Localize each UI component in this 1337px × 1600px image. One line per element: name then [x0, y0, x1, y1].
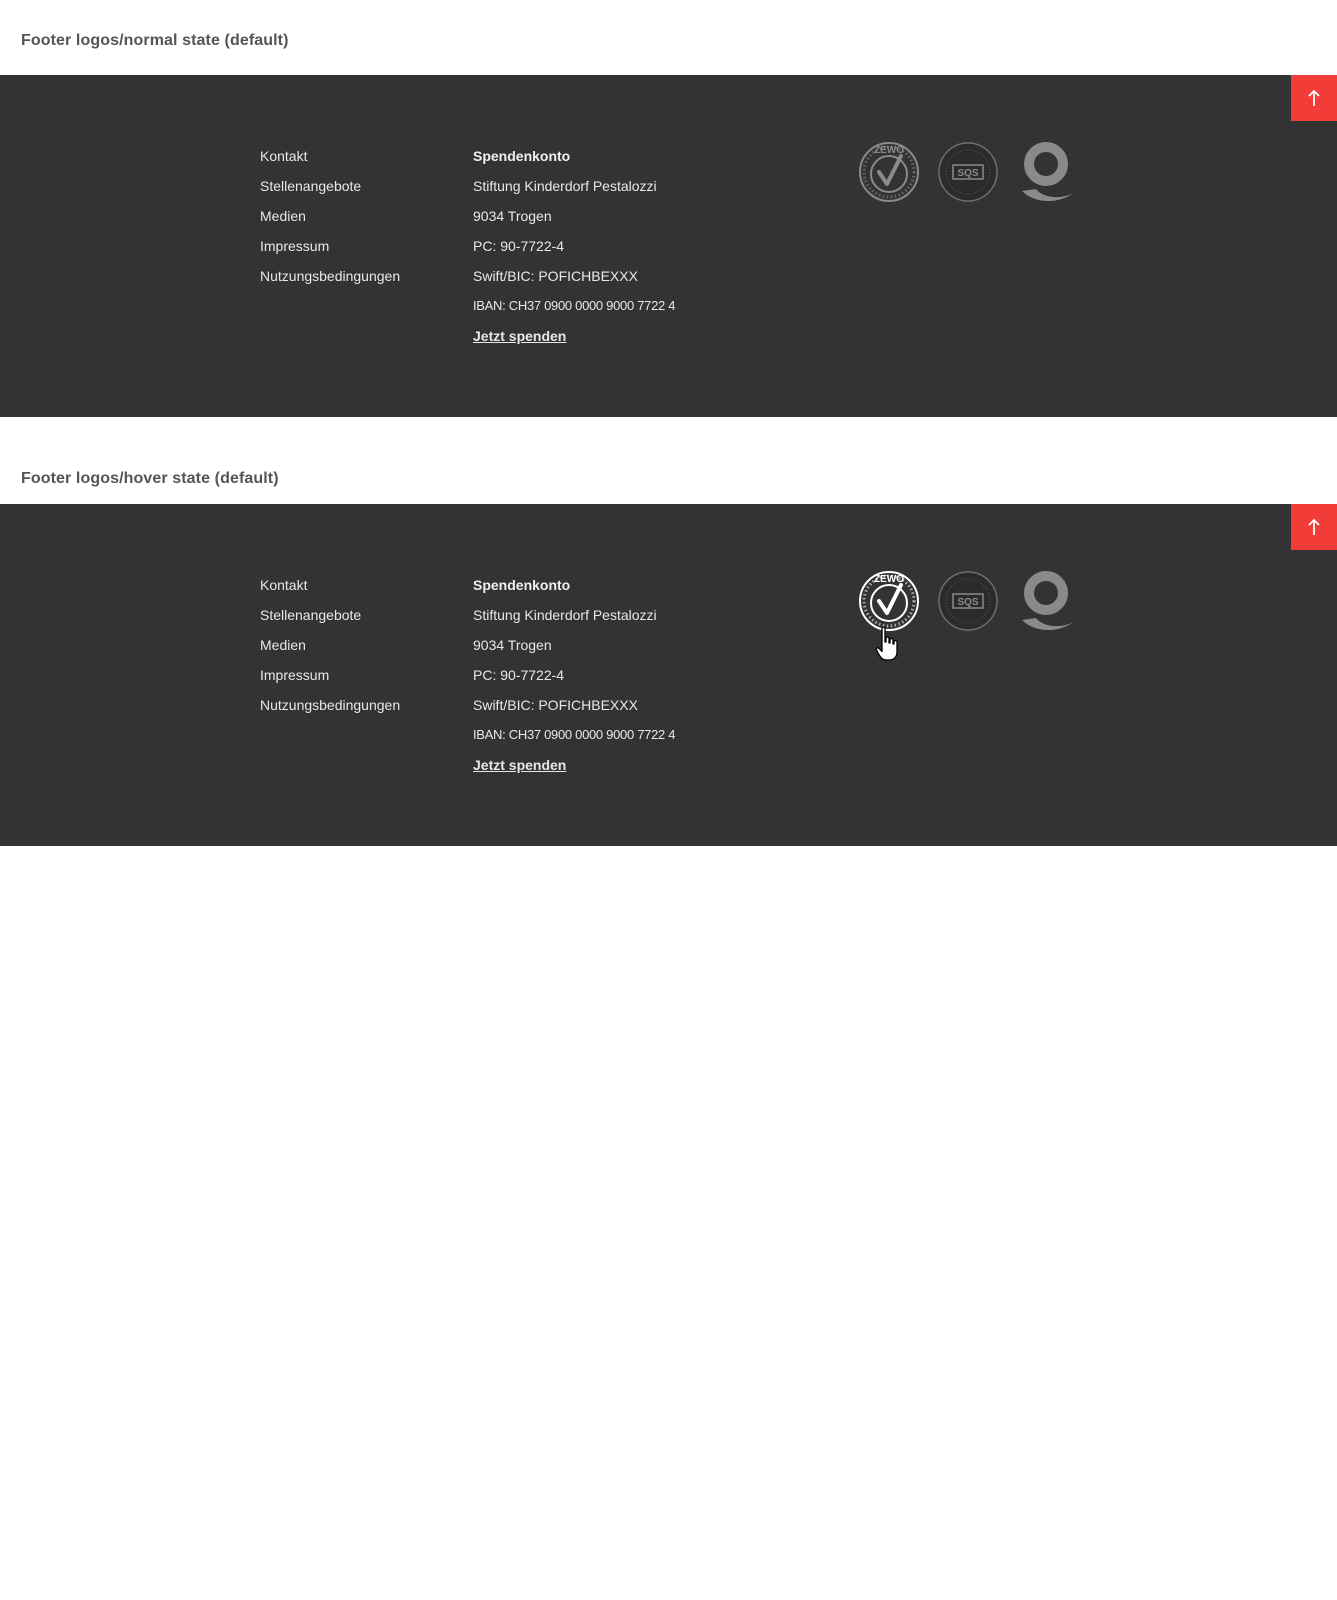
svg-text:ZEWO: ZEWO: [874, 574, 904, 585]
account-name: Stiftung Kinderdorf Pestalozzi: [473, 607, 657, 623]
scroll-to-top-button[interactable]: [1291, 75, 1337, 121]
footer-link-nutzungsbedingungen[interactable]: Nutzungsbedingungen: [260, 697, 401, 713]
q-label-logo[interactable]: [1016, 141, 1076, 205]
account-iban: IBAN: CH37 0900 0000 9000 7722 4: [473, 298, 676, 313]
certification-logos: [858, 141, 1078, 205]
account-swift: Swift/BIC: POFICHBEXXX: [473, 268, 638, 284]
q-label-logo[interactable]: [1016, 570, 1076, 634]
footer-link-stellenangebote[interactable]: Stellenangebote: [260, 607, 362, 623]
footer-link-medien[interactable]: Medien: [260, 208, 306, 224]
certification-logos: [858, 570, 1078, 634]
account-swift: Swift/BIC: POFICHBEXXX: [473, 697, 638, 713]
sqs-logo[interactable]: [937, 141, 999, 203]
zewo-logo-hover[interactable]: [858, 570, 920, 632]
account-iban: IBAN: CH37 0900 0000 9000 7722 4: [473, 727, 676, 742]
footer-link-nutzungsbedingungen[interactable]: Nutzungsbedingungen: [260, 268, 401, 284]
donate-link[interactable]: Jetzt spenden: [473, 328, 567, 344]
account-name: Stiftung Kinderdorf Pestalozzi: [473, 178, 657, 194]
footer-links: [260, 570, 400, 720]
footer-link-stellenangebote[interactable]: Stellenangebote: [260, 178, 362, 194]
account-city: 9034 Trogen: [473, 637, 552, 653]
donation-account: [473, 570, 675, 780]
footer-normal: [0, 75, 1337, 417]
footer-link-kontakt[interactable]: Kontakt: [260, 577, 308, 593]
account-pc: PC: 90-7722-4: [473, 238, 565, 254]
account-heading: Spendenkonto: [473, 577, 571, 593]
footer-link-kontakt[interactable]: Kontakt: [260, 148, 308, 164]
svg-text:ZEWO: ZEWO: [874, 145, 904, 156]
arrow-up-icon: [1307, 89, 1321, 107]
footer-links: [260, 141, 400, 291]
arrow-up-icon: [1307, 518, 1321, 536]
footer-link-medien[interactable]: Medien: [260, 637, 306, 653]
svg-text:SQS: SQS: [957, 168, 979, 179]
svg-text:SQS: SQS: [957, 597, 979, 608]
section-title-normal: Footer logos/normal state (default): [21, 32, 289, 49]
sqs-logo[interactable]: [937, 570, 999, 632]
account-city: 9034 Trogen: [473, 208, 552, 224]
footer-hover: [0, 504, 1337, 846]
donate-link[interactable]: Jetzt spenden: [473, 757, 567, 773]
section-title-hover: Footer logos/hover state (default): [21, 470, 279, 487]
donation-account: [473, 141, 675, 351]
footer-link-impressum[interactable]: Impressum: [260, 667, 330, 683]
hand-pointer-icon: [875, 626, 899, 662]
account-heading: Spendenkonto: [473, 148, 571, 164]
zewo-logo[interactable]: [858, 141, 920, 203]
footer-link-impressum[interactable]: Impressum: [260, 238, 330, 254]
scroll-to-top-button[interactable]: [1291, 504, 1337, 550]
account-pc: PC: 90-7722-4: [473, 667, 565, 683]
